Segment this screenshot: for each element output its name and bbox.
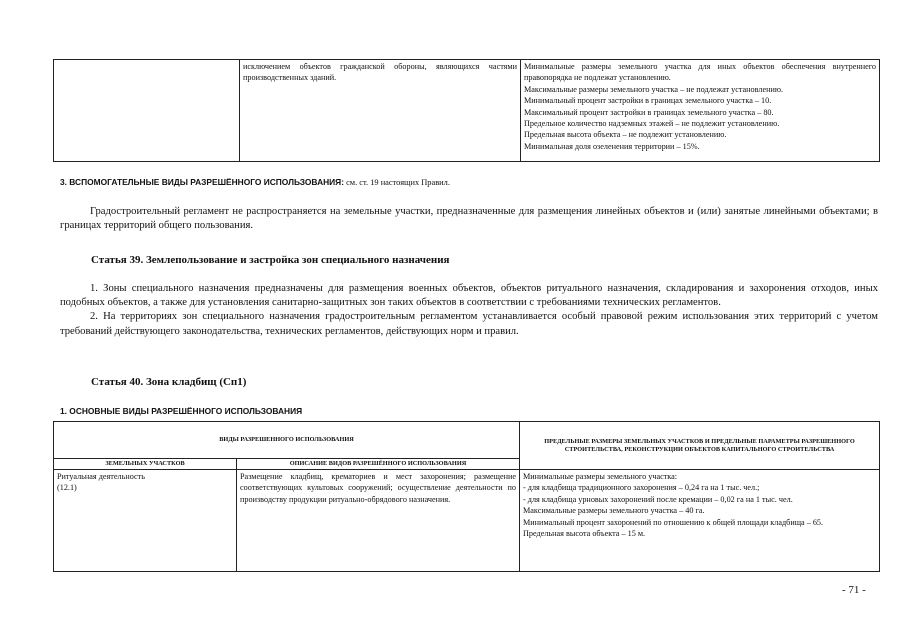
param-line: Минимальный процент застройки в границах земельного участка – 10. (524, 96, 772, 106)
param-line: Предельное количество надземных этажей – не подлежит установлению. (524, 119, 780, 129)
param-line: Минимальные размеры земельного участка: (523, 472, 678, 481)
header-limit-parameters: ПРЕДЕЛЬНЫЕ РАЗМЕРЫ ЗЕМЕЛЬНЫХ УЧАСТКОВ И ПРЕДЕЛЬНЫЕ ПАРАМЕТРЫ РАЗРЕШЕННОГО СТРОИТЕЛЬСТВА, РЕКОНСТРУКЦИИ ОБЪЕКТОВ КАПИТАЛЬНОГО СТРОИТЕЛЬСТВА (520, 422, 880, 470)
land-use-table-continued (53, 59, 880, 162)
table-cell-description: исключением объектов гражданской обороны, являющихся частями производственных зданий. (240, 60, 521, 162)
param-line: Максимальные размеры земельного участка – 40 га. (523, 506, 705, 516)
table-header-row (54, 422, 880, 459)
section-3-reference: см. ст. 19 настоящих Правил. (344, 178, 450, 187)
table-cell-use-description: Размещение кладбищ, крематориев и мест захоронения; размещение соответствующих культовых сооружений; осуществление деятельности по производству продукции ритуально-обрядового назначения. (237, 470, 520, 572)
use-name: Ритуальная деятельность (57, 472, 145, 481)
page-number: - 71 - (842, 584, 866, 596)
header-allowed-uses: ВИДЫ РАЗРЕШЕННОГО ИСПОЛЬЗОВАНИЯ (54, 422, 520, 459)
table-cell-use-name (54, 470, 237, 572)
section-1-heading: 1. ОСНОВНЫЕ ВИДЫ РАЗРЕШЁННОГО ИСПОЛЬЗОВАНИЯ (60, 406, 303, 416)
article-39-paragraph-1: 1. Зоны специального назначения предназначены для размещения военных объектов, объектов ритуального назначения, складирования и захоронения отходов, иных подобных объектов, а также для установления санитарно-защитных зон таких объектов в соответствии с требованиями технических регламентов. (60, 283, 878, 309)
article-39-body (60, 282, 878, 339)
param-line: Минимальная доля озеленения территории – 15%. (524, 141, 700, 151)
reglament-paragraph (60, 205, 878, 233)
table-row (54, 470, 880, 572)
subheader-land-plots: ЗЕМЕЛЬНЫХ УЧАСТКОВ (54, 459, 237, 470)
section-3-heading (60, 177, 450, 187)
cemetery-zone-table (53, 421, 880, 572)
subheader-description: ОПИСАНИЕ ВИДОВ РАЗРЕШЁННОГО ИСПОЛЬЗОВАНИЯ (237, 459, 520, 470)
section-3-title: 3. ВСПОМОГАТЕЛЬНЫЕ ВИДЫ РАЗРЕШЁННОГО ИСПОЛЬЗОВАНИЯ: (60, 177, 344, 187)
param-line: Предельная высота объекта – не подлежит установлению. (524, 130, 727, 140)
article-40-heading: Статья 40. Зона кладбищ (Сп1) (91, 376, 247, 388)
table-cell-use-parameters (520, 470, 880, 572)
paragraph-text: Градостроительный регламент не распространяется на земельные участки, предназначенные для размещения линейных объектов и (или) занятые линейными объектами; в границах территорий общего пользования. (60, 206, 878, 232)
param-line: Максимальные размеры земельного участка – не подлежат установлению. (524, 84, 784, 94)
article-39-heading: Статья 39. Землепользование и застройка зон специального назначения (91, 254, 450, 266)
param-line: Максимальный процент застройки в границах земельного участка – 80. (524, 107, 774, 117)
param-line: - для кладбища традиционного захоронения – 0,24 га на 1 тыс. чел.; (523, 483, 760, 493)
param-line: - для кладбища урновых захоронений после кремации – 0,02 га на 1 тыс. чел. (523, 494, 793, 504)
article-39-paragraph-2: 2. На территориях зон специального назначения градостроительным регламентом устанавливается особый правовой режим использования этих территорий с учетом требований действующего законодательства, технических регламентов, действующих норм и правил. (60, 311, 878, 337)
param-line: Минимальные размеры земельного участка для иных объектов обеспечения внутреннего правопорядка не подлежат установлению. (524, 62, 876, 83)
use-code: (12.1) (57, 483, 77, 493)
table-row (54, 60, 880, 162)
table-cell-parameters (521, 60, 880, 162)
table-cell-empty (54, 60, 240, 162)
param-line: Минимальный процент захоронений по отношению к общей площади кладбища – 65. (523, 517, 824, 527)
param-line: Предельная высота объекта – 15 м. (523, 529, 646, 539)
